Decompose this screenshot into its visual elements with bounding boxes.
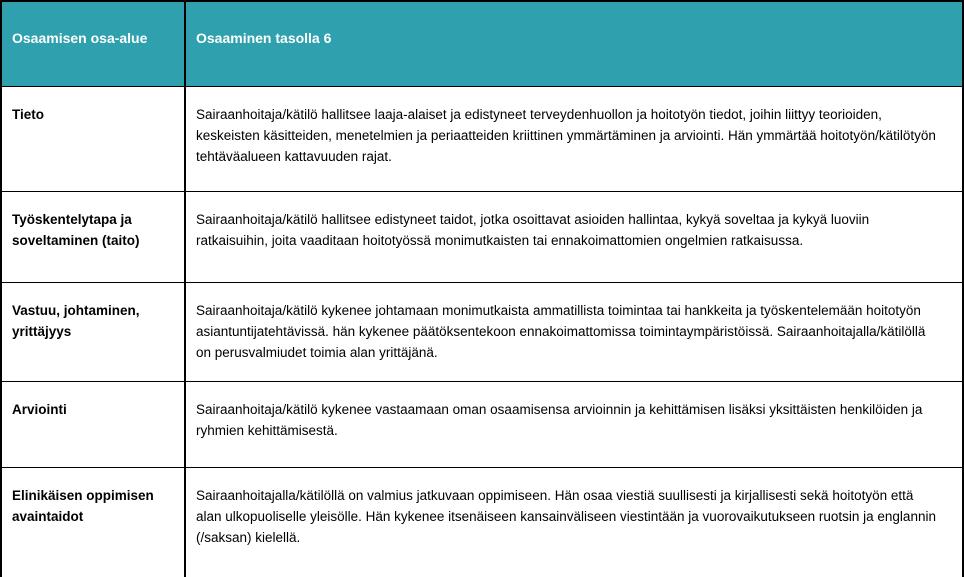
table-row	[1, 467, 963, 577]
row-category-tyoskentelytapa: Työskentelytapa ja soveltaminen (taito)	[1, 191, 185, 282]
row-category-elinikainen-oppiminen: Elinikäisen oppimisen avaintaidot	[1, 467, 185, 577]
row-description-vastuu: Sairaanhoitaja/kätilö kykenee johtamaan monimutkaista ammatillista toimintaa tai hankkeita ja työskentelemään hoitotyön asiantuntijatehtävissä. hän kykenee päätöksentekoon ennakoimattomissa toimintaympäristöissä. Sairaanhoitajalla/kätilöllä on perusvalmiudet toimia alan yrittäjänä.	[185, 282, 963, 381]
table-row	[1, 381, 963, 467]
row-description-tieto: Sairaanhoitaja/kätilö hallitsee laaja-alaiset ja edistyneet terveydenhuollon ja hoitotyön tiedot, joihin liittyy teorioiden, keskeisten käsitteiden, menetelmien ja periaatteiden kriittinen ymmärtäminen ja arviointi. Hän ymmärtää hoitotyön/kätilötyön tehtäväalueen kattavuuden rajat.	[185, 86, 963, 191]
row-description-tyoskentelytapa: Sairaanhoitaja/kätilö hallitsee edistyneet taidot, jotka osoittavat asioiden hallintaa, kykyä soveltaa ja kykyä luoviin ratkaisuihin, joita vaaditaan hoitotyössä monimutkaisten tai ennakoimattomien ongelmien ratkaisussa.	[185, 191, 963, 282]
column-header-level-6: Osaaminen tasolla 6	[185, 1, 963, 86]
row-category-tieto: Tieto	[1, 86, 185, 191]
row-description-arviointi: Sairaanhoitaja/kätilö kykenee vastaamaan oman osaamisensa arvioinnin ja kehittämisen lisäksi yksittäisten henkilöiden ja ryhmien kehittämisestä.	[185, 381, 963, 467]
row-description-elinikainen-oppiminen: Sairaanhoitajalla/kätilöllä on valmius jatkuvaan oppimiseen. Hän osaa viestiä suullisesti ja kirjallisesti sekä hoitotyön että alan ulkopuoliselle yleisölle. Hän kykenee itsenäiseen kansainväliseen viestintään ja vuorovaikutukseen ruotsin ja englannin (/saksan) kielellä.	[185, 467, 963, 577]
row-category-vastuu: Vastuu, johtaminen, yrittäjyys	[1, 282, 185, 381]
table-row	[1, 86, 963, 191]
table-row	[1, 282, 963, 381]
row-category-arviointi: Arviointi	[1, 381, 185, 467]
header-row	[1, 1, 963, 86]
table-row	[1, 191, 963, 282]
column-header-competence-area: Osaamisen osa-alue	[1, 1, 185, 86]
